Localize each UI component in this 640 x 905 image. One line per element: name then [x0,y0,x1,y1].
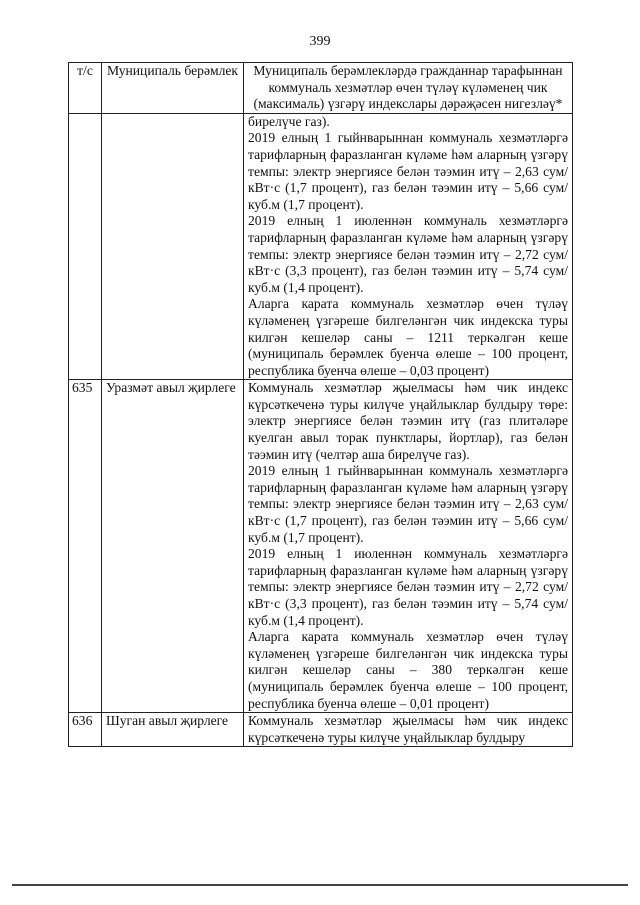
row-municipality [102,113,244,380]
paragraph: Коммуналь хезмәтләр җыелмасы һәм чик индекс күрсәткеченә туры килүче уңайлыклар булдыру төре: электр энергиясе белән тәэмин итү (газ плитәләре куелган авыл торак пунктлары, йортлар), газ белән тәэмин итү (челтәр аша бирелүче газ). [248,380,568,462]
page-bottom-rule [12,884,628,886]
paragraph: 2019 елның 1 гыйнварыннан коммуналь хезмәтләргә тарифларның фаразланган күләме һәм аларның үзгәрү темпы: электр энергиясе белән тәэмин итү – 2,63 сум/кВт·с (1,7 процент), газ белән тәэмин итү – 5,66 сум/куб.м (1,7 процент). [248,463,568,545]
table-row [69,380,573,713]
header-municipality: Муниципаль берәмлек [102,63,244,114]
paragraph: 2019 елның 1 июленнән коммуналь хезмәтләргә тарифларның фаразланган күләме һәм аларның үзгәрү темпы: электр энергиясе белән тәэмин итү – 2,72 сум/кВт·с (3,3 процент), газ белән тәэмин итү – 5,74 сум/куб.м (1,4 процент). [248,213,568,295]
page-number: 399 [309,34,331,49]
header-justification: Муниципаль берәмлекләрдә гражданнар тарафыннан коммуналь хезмәтләр өчен түләү күләменең чик (максималь) үзгәрү индекслары дәрәҗәсен нигезләү* [244,63,573,114]
row-justification [244,713,573,747]
table-header-row [69,63,573,114]
paragraph: 2019 елның 1 июленнән коммуналь хезмәтләргә тарифларның фаразланган күләме һәм аларның үзгәрү темпы: электр энергиясе белән тәэмин итү – 2,72 сум/кВт·с (3,3 процент), газ белән тәэмин итү – 5,74 сум/куб.м (1,4 процент). [248,546,568,628]
row-justification [244,113,573,380]
row-municipality: Шуган авыл җирлеге [102,713,244,747]
row-municipality: Уразмәт авыл җирлеге [102,380,244,713]
paragraph: бирелүче газ). [248,113,330,129]
table-row [69,713,573,747]
header-number: т/с [69,63,102,114]
paragraph: 2019 елның 1 гыйнварыннан коммуналь хезмәтләргә тарифларның фаразланган күләме һәм аларның үзгәрү темпы: электр энергиясе белән тәэмин итү – 2,63 сум/кВт·с (1,7 процент), газ белән тәэмин итү – 5,66 сум/куб.м (1,7 процент). [248,130,568,212]
row-justification [244,380,573,713]
row-number: 636 [69,713,102,747]
row-number: 635 [69,380,102,713]
table-row [69,113,573,380]
row-number [69,113,102,380]
tariff-index-table [68,62,573,747]
paragraph: Коммуналь хезмәтләр җыелмасы һәм чик индекс күрсәткеченә туры килүче уңайлыклар булдыру [248,713,568,745]
paragraph: Аларга карата коммуналь хезмәтләр өчен түләү күләменең үзгәреше билгеләнгән чик индекска туры килгән кешеләр саны – 1211 теркәлгән кеше (муниципаль берәмлек буенча өлеше – 100 процент, республика буенча өлеше – 0,03 процент) [248,296,568,378]
paragraph: Аларга карата коммуналь хезмәтләр өчен түләү күләменең үзгәреше билгеләнгән чик индекска туры килгән кешеләр саны – 380 теркәлгән кеше (муниципаль берәмлек буенча өлеше – 100 процент, республика буенча өлеше – 0,01 процент) [248,629,568,711]
